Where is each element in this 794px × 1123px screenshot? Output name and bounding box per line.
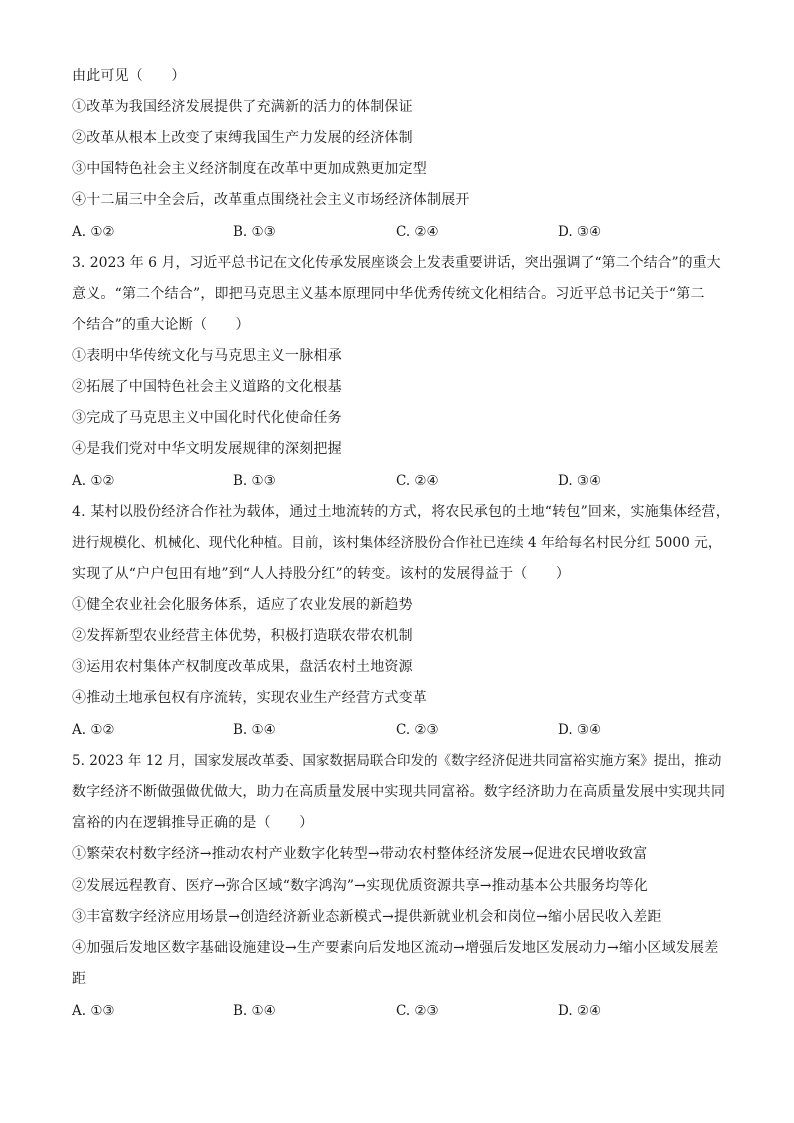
q4-item-3: ③运用农村集体产权制度改革成果，盘活农村土地资源: [72, 659, 413, 675]
q4-item-4: ④推动土地承包权有序流转，实现农业生产经营方式变革: [72, 690, 427, 706]
q4-stem-line-3: 实现了从“户户包田有地”到“人人持股分红”的转变。该村的发展得益于（ ）: [72, 566, 571, 582]
q3-stem-line-2: 意义。“第二个结合”，即把马克思主义基本原理同中华优秀传统文化相结合。习近平总书记关于“第二: [72, 286, 705, 302]
q4-option-a[interactable]: A. ①②: [72, 722, 115, 738]
q2-option-d[interactable]: D. ③④: [558, 224, 602, 240]
q3-item-2: ②拓展了中国特色社会主义道路的文化根基: [72, 379, 342, 395]
q5-option-a[interactable]: A. ①③: [72, 1003, 115, 1019]
q2-item-1: ①改革为我国经济发展提供了充满新的活力的体制保证: [72, 99, 413, 115]
q4-option-b[interactable]: B. ①④: [233, 722, 276, 738]
q5-item-4-continued: 距: [72, 971, 87, 987]
q5-stem-line-3: 富裕的内在逻辑推导正确的是（ ）: [72, 815, 314, 831]
q3-item-1: ①表明中华传统文化与马克思主义一脉相承: [72, 348, 342, 364]
q3-option-d[interactable]: D. ③④: [558, 473, 602, 489]
q5-item-2: ②发展远程教育、医疗→弥合区域“数字鸿沟”→实现优质资源共享→推动基本公共服务均等化: [72, 878, 648, 894]
q2-option-a[interactable]: A. ①②: [72, 224, 115, 240]
q3-option-a[interactable]: A. ①②: [72, 473, 115, 489]
q4-item-2: ②发挥新型农业经营主体优势，积极打造联农带农机制: [72, 628, 413, 644]
q5-stem-line-1: 5. 2023 年 12 月，国家发展改革委、国家数据局联合印发的《数字经济促进共同富裕实施方案》提出，推动: [72, 753, 722, 769]
q5-option-d[interactable]: D. ②④: [558, 1003, 602, 1019]
q4-option-d[interactable]: D. ③④: [558, 722, 602, 738]
q2-option-c[interactable]: C. ②④: [396, 224, 439, 240]
q3-item-3: ③完成了马克思主义中国化时代化使命任务: [72, 410, 342, 426]
q4-item-1: ①健全农业社会化服务体系，适应了农业发展的新趋势: [72, 597, 413, 613]
q5-option-c[interactable]: C. ②③: [396, 1003, 439, 1019]
q3-option-c[interactable]: C. ②④: [396, 473, 439, 489]
q3-option-b[interactable]: B. ①③: [233, 473, 276, 489]
q5-item-1: ①繁荣农村数字经济→推动农村产业数字化转型→带动农村整体经济发展→促进农民增收致富: [72, 846, 648, 862]
q3-item-4: ④是我们党对中华文明发展规律的深刻把握: [72, 441, 342, 457]
q4-stem-line-1: 4. 某村以股份经济合作社为载体，通过土地流转的方式，将农民承包的土地“转包”回来，实施集体经营，: [72, 504, 730, 520]
q5-item-3: ③丰富数字经济应用场景→创造经济新业态新模式→提供新就业机会和岗位→缩小居民收入差距: [72, 909, 662, 925]
q5-stem-line-2: 数字经济不断做强做优做大，助力在高质量发展中实现共同富裕。数字经济助力在高质量发展中实现共同: [72, 784, 726, 800]
q5-item-4: ④加强后发地区数字基础设施建设→生产要素向后发地区流动→增强后发地区发展动力→缩小区域发展差: [72, 940, 719, 956]
q4-stem-line-2: 进行规模化、机械化、现代化种植。目前，该村集体经济股份合作社已连续 4 年给每名村民分红 5000 元，: [72, 535, 722, 551]
q2-option-b[interactable]: B. ①③: [233, 224, 276, 240]
q3-stem-line-3: 个结合”的重大论断（ ）: [72, 317, 250, 333]
q5-option-b[interactable]: B. ①④: [233, 1003, 276, 1019]
q4-option-c[interactable]: C. ②③: [396, 722, 439, 738]
q2-item-3: ③中国特色社会主义经济制度在改革中更加成熟更加定型: [72, 161, 427, 177]
question-intro: 由此可见（ ）: [72, 68, 186, 84]
q3-stem-line-1: 3. 2023 年 6 月，习近平总书记在文化传承发展座谈会上发表重要讲话，突出强调了“第二个结合”的重大: [72, 255, 721, 271]
q2-item-4: ④十二届三中全会后，改革重点围绕社会主义市场经济体制展开: [72, 192, 470, 208]
q2-item-2: ②改革从根本上改变了束缚我国生产力发展的经济体制: [72, 130, 413, 146]
